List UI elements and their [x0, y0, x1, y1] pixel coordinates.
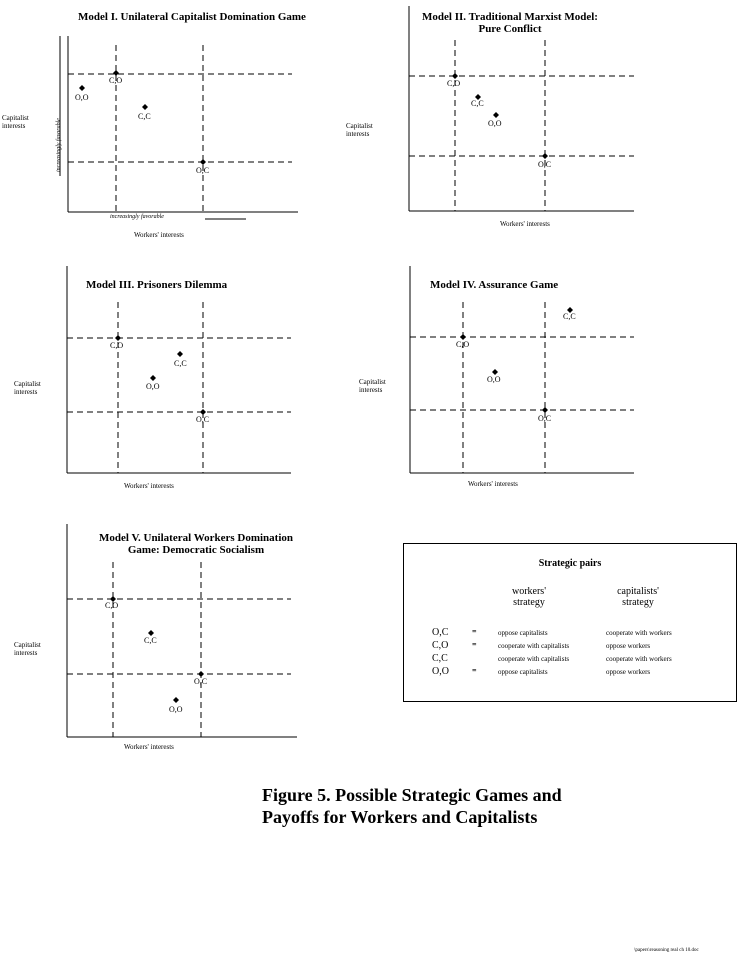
panel-3-title: Model III. Prisoners Dilemma [86, 279, 228, 291]
footer-filepath: \papers\reasoning real ch 10.doc [634, 948, 699, 953]
caption-line-1: Figure 5. Possible Strategic Games and [262, 785, 562, 805]
panel-5-point-label: C,C [144, 636, 157, 645]
panel-5-ylabel: Capitalist interests [14, 641, 41, 657]
panel-model-1 [0, 0, 340, 250]
panel-3-ylabel: Capitalist interests [14, 380, 41, 396]
panel-5-point-label: O,C [194, 677, 208, 686]
panel-1-point-label: C,O [109, 76, 123, 85]
panel-3-point-label: O,C [196, 415, 210, 424]
legend-row [404, 627, 736, 639]
legend-box [403, 543, 737, 702]
panel-4-point-label: C,O [456, 340, 470, 349]
panel-4-ylabel: Capitalist interests [359, 378, 386, 394]
panel-2-point-label: C,C [471, 99, 484, 108]
panel-5-point-label: O,O [169, 705, 183, 714]
legend-col-capitalists: capitalists' strategy [617, 586, 659, 608]
panel-1-plot [0, 0, 340, 250]
panel-2-point-label: O,C [538, 160, 552, 169]
legend-col-workers: workers' strategy [511, 586, 546, 608]
panel-1-xlabel: Workers' interests [134, 231, 184, 239]
panel-5-xlabel: Workers' interests [124, 743, 174, 751]
caption-line-2: Payoffs for Workers and Capitalists [262, 807, 538, 827]
legend-workers-strategy: oppose capitalists [498, 668, 548, 676]
panel-1-x-axis-note: increasingly favorable [110, 214, 164, 220]
panel-1-point-label: O,C [196, 166, 210, 175]
panel-2-plot [330, 0, 742, 250]
panel-2-title: Model II. Traditional Marxist Model: Pure Conflict [422, 11, 598, 35]
legend-eq: = [472, 640, 477, 649]
panel-4-title: Model IV. Assurance Game [430, 279, 559, 291]
panel-2-point-label: O,O [488, 119, 502, 128]
panel-3-plot [0, 262, 340, 494]
panel-1-y-axis-note: increasingly favorable [56, 118, 62, 172]
panel-3-point-label: C,O [110, 341, 124, 350]
panel-5-markers [110, 596, 204, 703]
legend-pair: O,O [432, 666, 449, 677]
panel-1-ylabel: Capitalist interests [2, 114, 29, 130]
panel-5-point-label: C,O [105, 601, 119, 610]
legend-row [404, 640, 736, 652]
legend-pair: O,C [432, 627, 449, 638]
panel-model-3 [0, 262, 340, 494]
legend-eq: = [472, 627, 477, 636]
panel-2-xlabel: Workers' interests [500, 220, 550, 228]
panel-3-point-label: O,O [146, 382, 160, 391]
panel-3-markers [115, 335, 206, 415]
panel-4-xlabel: Workers' interests [468, 480, 518, 488]
legend-capitalists-strategy: oppose workers [606, 668, 651, 676]
panel-2-markers [452, 73, 548, 159]
legend-row [404, 653, 736, 665]
legend-capitalists-strategy: oppose workers [606, 642, 651, 650]
panel-4-point-label: O,O [487, 375, 501, 384]
panel-1-point-label: C,C [138, 112, 151, 121]
panel-5-title: Model V. Unilateral Workers Domination Game: Democratic Socialism [98, 532, 294, 556]
panel-model-4 [330, 262, 742, 494]
legend-pair: C,C [432, 653, 448, 664]
legend-capitalists-strategy: cooperate with workers [606, 629, 672, 637]
panel-1-title: Model I. Unilateral Capitalist Domination Game [78, 11, 306, 23]
figure-caption [262, 784, 562, 828]
legend-workers-strategy: oppose capitalists [498, 629, 548, 637]
legend-row [404, 666, 736, 678]
legend-workers-strategy: cooperate with capitalists [498, 642, 570, 650]
legend-eq: = [472, 666, 477, 675]
panel-2-point-label: C,O [447, 79, 461, 88]
panel-3-xlabel: Workers' interests [124, 482, 174, 490]
panel-2-ylabel: Capitalist interests [346, 122, 373, 138]
panel-3-point-label: C,C [174, 359, 187, 368]
legend-capitalists-strategy: cooperate with workers [606, 655, 672, 663]
legend-title: Strategic pairs [538, 558, 602, 569]
panel-4-markers [460, 307, 573, 413]
panel-model-2 [330, 0, 742, 250]
panel-model-5 [0, 520, 340, 755]
legend-pair: C,O [432, 640, 449, 651]
panel-4-point-label: C,C [563, 312, 576, 321]
panel-4-point-label: O,C [538, 414, 552, 423]
panel-1-point-label: O,O [75, 93, 89, 102]
legend-workers-strategy: cooperate with capitalists [498, 655, 570, 663]
